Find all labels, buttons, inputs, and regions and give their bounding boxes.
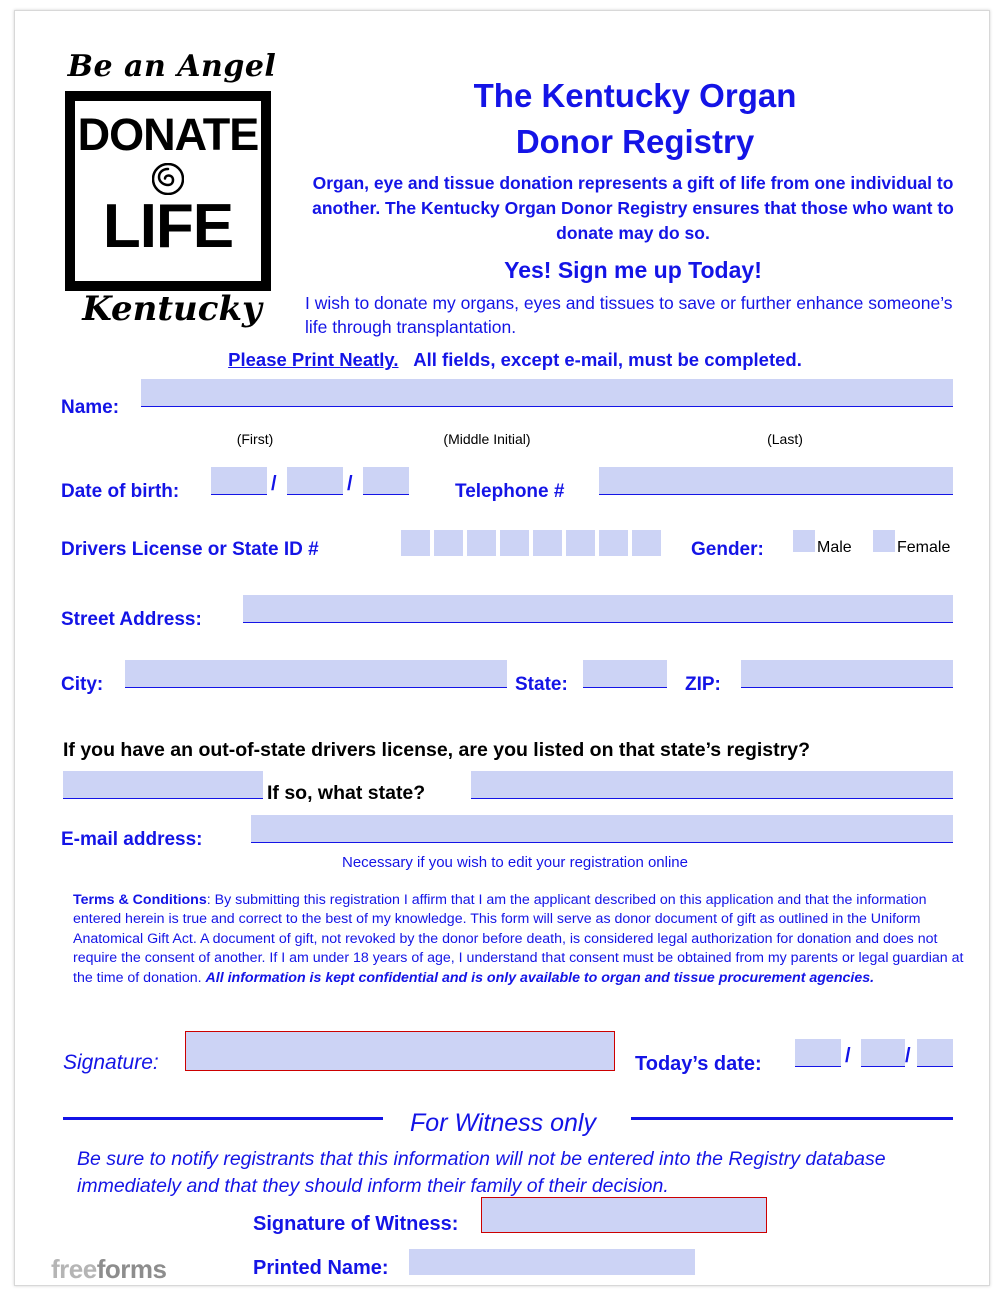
logo-word-life: LIFE (102, 192, 234, 261)
logo-bottom-text: Kentucky (82, 289, 262, 329)
dob-month-input[interactable] (211, 467, 267, 495)
sign-up-heading: Yes! Sign me up Today! (504, 257, 762, 283)
freeforms-part2: forms (96, 1254, 167, 1284)
witness-printed-name-input[interactable] (409, 1249, 695, 1275)
dob-year-input[interactable] (363, 467, 409, 495)
terms-body: : By submitting this registration I affirm that I am the applicant described on this application and that the information entered herein is true and correct to the best of my knowledge. This form will serve as donor document of gift as outlined in the Uniform Anatomical Gift Act. A document of gift, not revoked by the donor before death, is considered legal authorization for donation and does not require the consent of another. If I am under 18 years of age, I understand that consent must be obtained from my parents or legal guardian at the time of donation. (73, 892, 964, 986)
form-sheet (14, 10, 990, 1286)
state-input[interactable] (583, 660, 667, 688)
page-title (285, 73, 985, 165)
logo-word-donate: DONATE (77, 109, 259, 160)
name-label: Name: (61, 397, 120, 418)
witness-signature-label: Signature of Witness: (253, 1213, 459, 1235)
todays-date-day-input[interactable] (861, 1039, 905, 1067)
gender-label: Gender: (691, 539, 764, 560)
dob-slash-2: / (347, 473, 353, 495)
gender-male-label: Male (817, 539, 852, 556)
dl-box-5[interactable] (533, 530, 562, 556)
logo-top-text: Be an Angel (67, 49, 277, 84)
print-neatly-instruction (55, 349, 975, 371)
first-name-caption: (First) (236, 431, 274, 447)
city-label: City: (61, 674, 104, 695)
if-so-state-input[interactable] (471, 771, 953, 799)
witness-printed-name-label: Printed Name: (253, 1257, 389, 1279)
page-title-line2: Donor Registry (515, 123, 755, 160)
dl-box-4[interactable] (500, 530, 529, 556)
todays-date-slash-2: / (905, 1045, 911, 1067)
witness-section-title: For Witness only (410, 1109, 596, 1137)
gender-male-checkbox[interactable] (793, 530, 815, 552)
state-label: State: (515, 674, 568, 695)
last-name-caption: (Last) (767, 431, 803, 447)
witness-note: Be sure to notify registrants that this information will not be entered into the Registry database immediately and that they should inform their family of their decision. (77, 1148, 886, 1197)
if-so-what-state-label: If so, what state? (267, 782, 426, 804)
email-input[interactable] (251, 815, 953, 843)
wish-paragraph: I wish to donate my organs, eyes and tissues to save or further enhance someone’s life through transplantation. (305, 293, 953, 337)
dl-box-8[interactable] (632, 530, 661, 556)
out-of-state-question: If you have an out-of-state drivers license, are you listed on that state’s registry? (63, 739, 810, 761)
dl-box-2[interactable] (434, 530, 463, 556)
dl-box-7[interactable] (599, 530, 628, 556)
dob-day-input[interactable] (287, 467, 343, 495)
freeforms-watermark (51, 1254, 166, 1285)
todays-date-year-input[interactable] (917, 1039, 953, 1067)
out-of-state-answer-input[interactable] (63, 771, 263, 799)
todays-date-month-input[interactable] (795, 1039, 841, 1067)
logo-box (65, 91, 271, 291)
donate-life-logo (57, 49, 287, 339)
gender-female-checkbox[interactable] (873, 530, 895, 552)
todays-date-slash-1: / (845, 1045, 851, 1067)
signature-label: Signature: (63, 1051, 159, 1074)
street-address-input[interactable] (243, 595, 953, 623)
dl-box-3[interactable] (467, 530, 496, 556)
signature-input[interactable] (185, 1031, 615, 1071)
telephone-input[interactable] (599, 467, 953, 495)
dob-slash-1: / (271, 473, 277, 495)
page-title-line1: The Kentucky Organ (473, 77, 797, 114)
terms-emphasis: All information is kept confidential and is only available to organ and tissue procurement agencies. (205, 969, 875, 986)
email-note: Necessary if you wish to edit your registration online (342, 854, 688, 871)
gender-female-label: Female (897, 539, 951, 556)
date-of-birth-label: Date of birth: (61, 481, 180, 502)
city-input[interactable] (125, 660, 507, 688)
print-neatly-emphasis: Please Print Neatly. (228, 349, 399, 370)
freeforms-part1: free (51, 1254, 97, 1284)
street-address-label: Street Address: (61, 609, 202, 630)
print-neatly-rest: All fields, except e-mail, must be completed. (413, 349, 802, 370)
witness-signature-input[interactable] (481, 1197, 767, 1233)
zip-label: ZIP: (685, 674, 721, 695)
dl-box-1[interactable] (401, 530, 430, 556)
telephone-label: Telephone # (455, 481, 565, 502)
name-input[interactable] (141, 379, 953, 407)
intro-paragraph: Organ, eye and tissue donation represents a gift of life from one individual to another. The Kentucky Organ Donor Registry ensures that those who want to donate may do so. (312, 173, 954, 243)
email-label: E-mail address: (61, 829, 203, 850)
dl-box-6[interactable] (566, 530, 595, 556)
terms-heading: Terms & Conditions (73, 892, 207, 908)
todays-date-label: Today’s date: (635, 1053, 762, 1075)
middle-initial-caption: (Middle Initial) (443, 431, 531, 447)
terms-and-conditions (73, 891, 965, 988)
zip-input[interactable] (741, 660, 953, 688)
drivers-license-label: Drivers License or State ID # (61, 539, 319, 560)
